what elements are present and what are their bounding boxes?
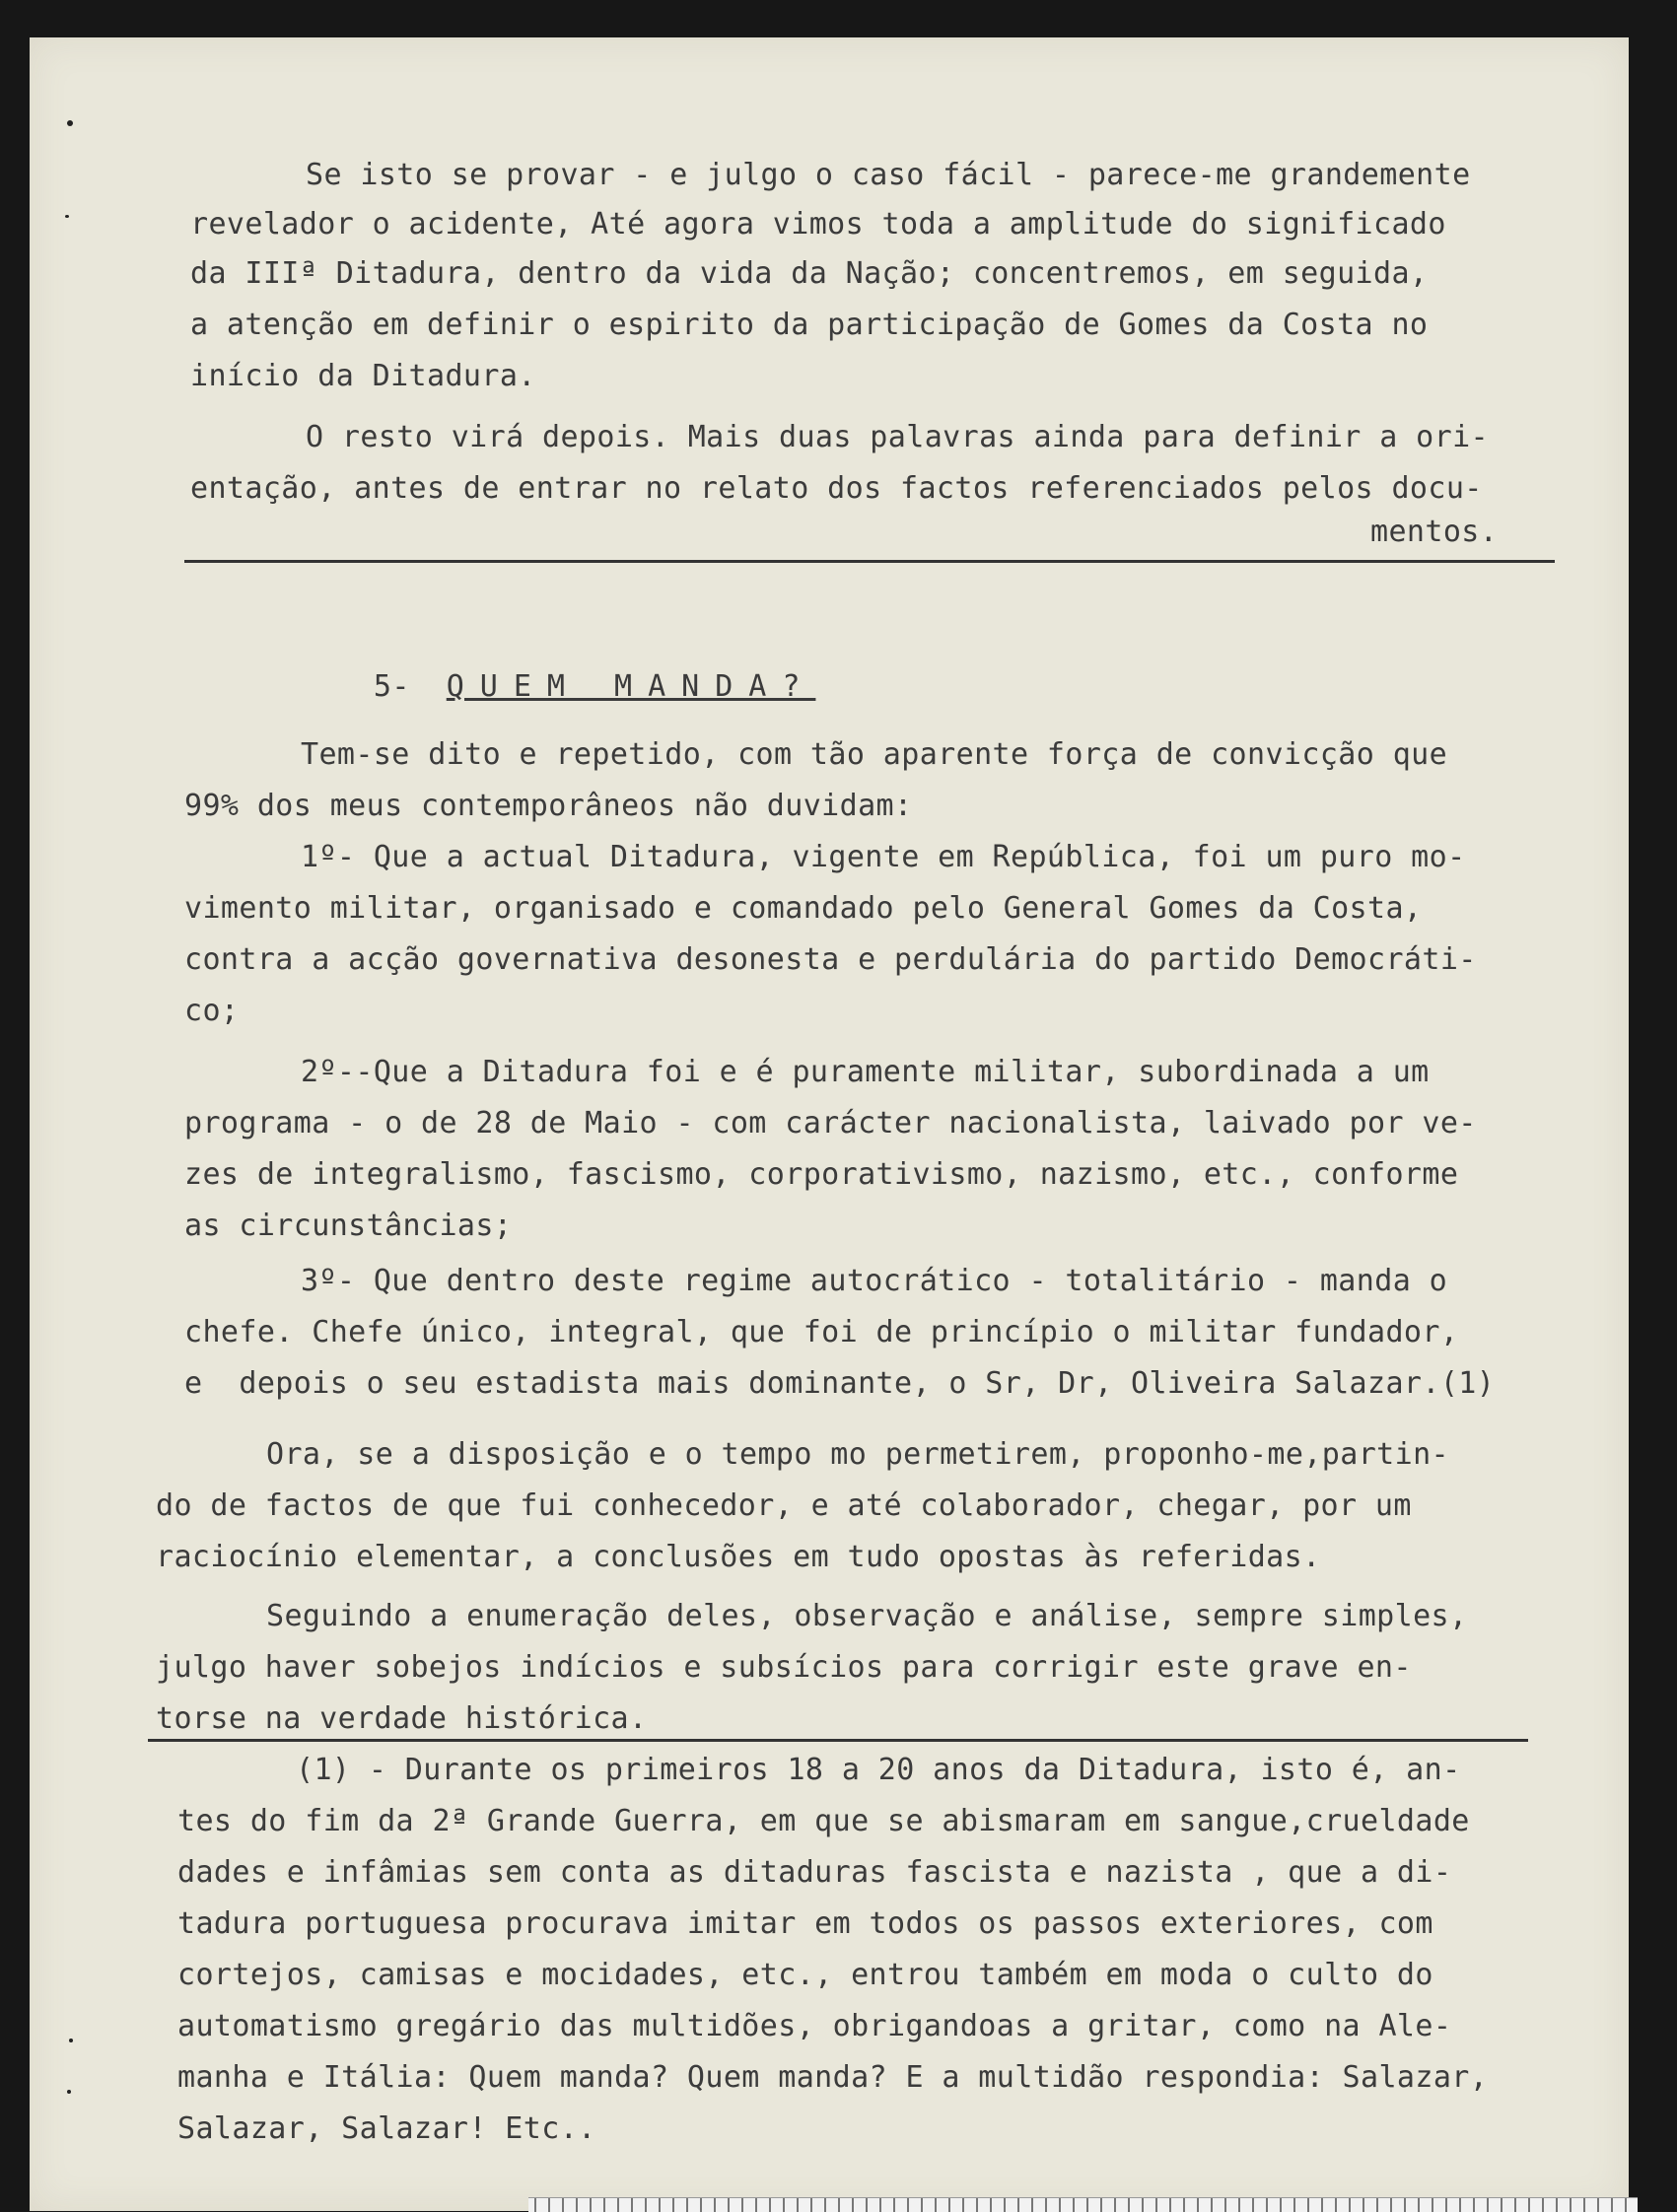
section-title: QUEM MANDA? — [446, 669, 816, 704]
body-line-7: 2º--Que a Ditadura foi e é puramente militar, subordinada a um — [301, 1055, 1430, 1089]
body-line-15: do de factos de que fui conhecedor, e até colaborador, chegar, por um — [156, 1488, 1412, 1523]
body-line-6: co; — [184, 994, 240, 1028]
body-line-2: 99% dos meus contemporâneos não duvidam: — [184, 789, 913, 823]
footnote-line-2: tes do fim da 2ª Grande Guerra, em que se abismaram em sangue,crueldade — [177, 1804, 1470, 1838]
body-line-16: raciocínio elementar, a conclusões em tudo opostas às referidas. — [156, 1540, 1321, 1574]
section-divider — [184, 560, 1555, 563]
section-heading — [301, 634, 815, 740]
scale-ruler — [528, 2197, 1638, 2212]
intro-line-8: mentos. — [1370, 515, 1499, 549]
footnote-line-6: automatismo gregário das multidões, obrigandoas a gritar, como na Ale- — [177, 2009, 1452, 2043]
intro-line-7: entação, antes de entrar no relato dos factos referenciados pelos docu- — [190, 471, 1483, 506]
intro-line-1: Se isto se provar - e julgo o caso fácil - parece-me grandemente — [306, 158, 1471, 192]
body-line-1: Tem-se dito e repetido, com tão aparente força de convicção que — [301, 737, 1448, 772]
margin-mark — [65, 215, 69, 218]
body-line-18: julgo haver sobejos indícios e subsícios para corrigir este grave en- — [156, 1650, 1412, 1685]
body-line-12: chefe. Chefe único, integral, que foi de princípio o militar fundador, — [184, 1315, 1459, 1349]
body-line-5: contra a acção governativa desonesta e perdulária do partido Democráti- — [184, 942, 1477, 977]
body-line-14: Ora, se a disposição e o tempo mo permetirem, proponho-me,partin- — [266, 1437, 1449, 1472]
margin-mark — [67, 120, 73, 126]
footnote-line-4: tadura portuguesa procurava imitar em todos os passos exteriores, com — [177, 1906, 1433, 1941]
footnote-divider — [148, 1739, 1528, 1742]
body-line-9: zes de integralismo, fascismo, corporativismo, nazismo, etc., conforme — [184, 1157, 1459, 1192]
margin-mark — [69, 2039, 73, 2042]
body-line-19: torse na verdade histórica. — [156, 1701, 648, 1736]
footnote-line-7: manha e Itália: Quem manda? Quem manda? E a multidão respondia: Salazar, — [177, 2060, 1489, 2095]
body-line-13: e depois o seu estadista mais dominante, o Sr, Dr, Oliveira Salazar.(1) — [184, 1366, 1496, 1401]
intro-line-6: O resto virá depois. Mais duas palavras ainda para definir a ori- — [306, 420, 1489, 454]
footnote-line-5: cortejos, camisas e mocidades, etc., entrou também em moda o culto do — [177, 1958, 1433, 1992]
intro-line-2: revelador o acidente, Até agora vimos toda a amplitude do significado — [190, 207, 1446, 242]
body-line-3: 1º- Que a actual Ditadura, vigente em República, foi um puro mo- — [301, 840, 1466, 874]
body-line-4: vimento militar, organisado e comandado pelo General Gomes da Costa, — [184, 891, 1423, 926]
document-page — [30, 37, 1629, 2211]
margin-mark — [67, 2090, 71, 2094]
intro-line-4: a atenção em definir o espirito da participação de Gomes da Costa no — [190, 308, 1429, 342]
footnote-line-3: dades e infâmias sem conta as ditaduras fascista e nazista , que a di- — [177, 1855, 1452, 1890]
section-number: 5- — [373, 669, 410, 704]
intro-line-5: início da Ditadura. — [190, 359, 536, 393]
intro-line-3: da IIIª Ditadura, dentro da vida da Nação; concentremos, em seguida, — [190, 256, 1429, 291]
footnote-line-1: (1) - Durante os primeiros 18 a 20 anos da Ditadura, isto é, an- — [296, 1753, 1461, 1787]
body-line-17: Seguindo a enumeração deles, observação e análise, sempre simples, — [266, 1599, 1468, 1633]
body-line-10: as circunstâncias; — [184, 1209, 513, 1243]
footnote-line-8: Salazar, Salazar! Etc.. — [177, 2111, 596, 2146]
body-line-11: 3º- Que dentro deste regime autocrático - totalitário - manda o — [301, 1264, 1448, 1298]
body-line-8: programa - o de 28 de Maio - com carácter nacionalista, laivado por ve- — [184, 1106, 1477, 1141]
